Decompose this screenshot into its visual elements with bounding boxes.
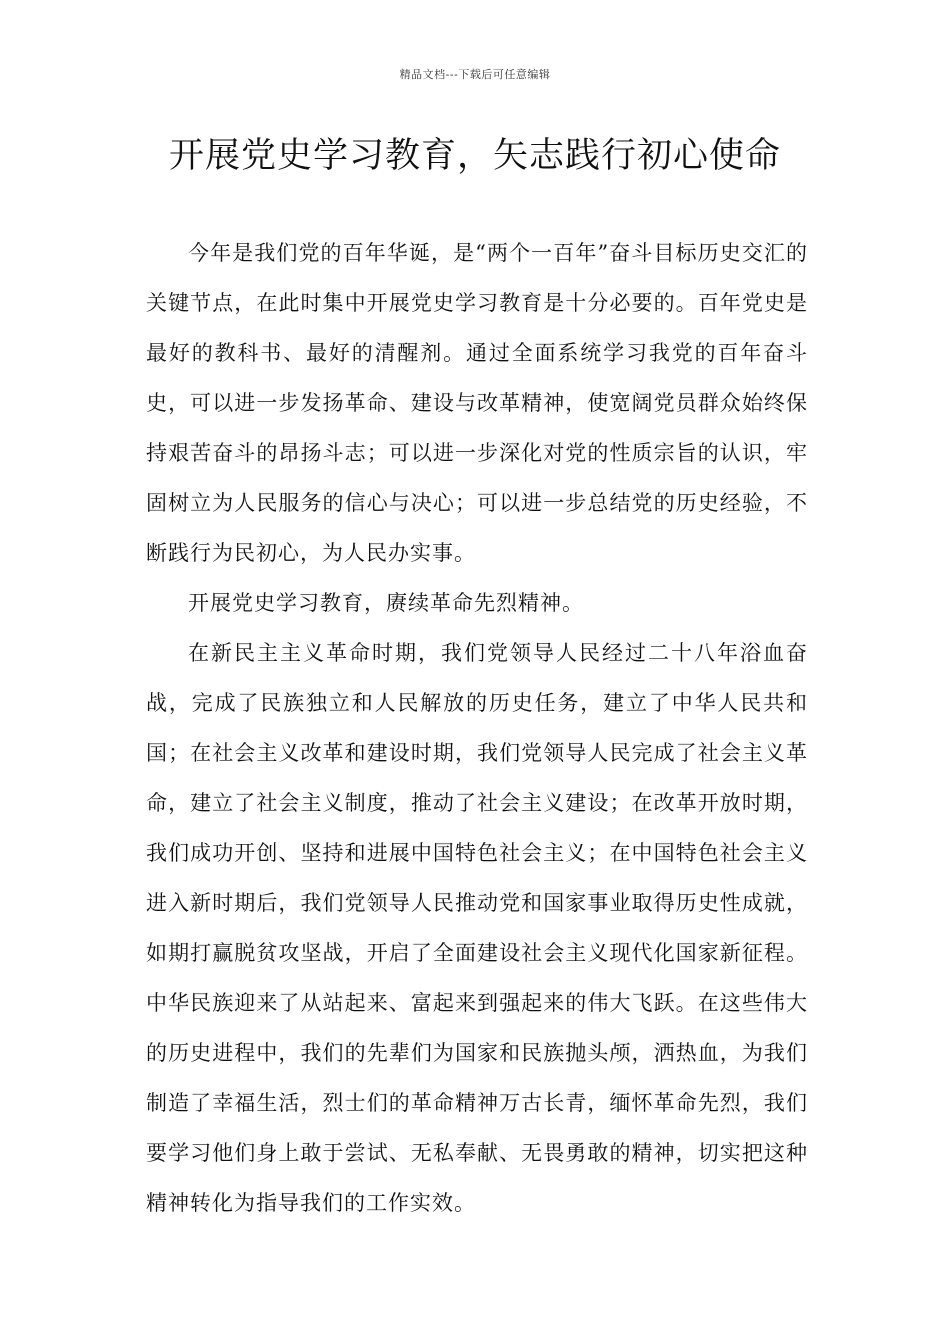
paragraph-1: 今年是我们党的百年华诞，是“两个一百年”奋斗目标历史交汇的关键节点，在此时集中开展党史学习教育是十分必要的。百年党史是最好的教科书、最好的清醒剂。通过全面系统学习我党的百年奋斗史，可以进一步发扬革命、建设与改革精神，使宽阔党员群众始终保持艰苦奋斗的昂扬斗志；可以进一步深化对党的性质宗旨的认识，牢固树立为人民服务的信心与决心；可以进一步总结党的历史经验，不断践行为民初心，为人民办实事。	[146, 241, 808, 565]
paragraph-3: 在新民主主义革命时期，我们党领导人民经过二十八年浴血奋战，完成了民族独立和人民解放的历史任务，建立了中华人民共和国；在社会主义改革和建设时期，我们党领导人民完成了社会主义革命，建立了社会主义制度，推动了社会主义建设；在改革开放时期，我们成功开创、坚持和进展中国特色社会主义；在中国特色社会主义进入新时期后，我们党领导人民推动党和国家事业取得历史性成就，如期打赢脱贫攻坚战，开启了全面建设社会主义现代化国家新征程。中华民族迎来了从站起来、富起来到强起来的伟大飞跃。在这些伟大的历史进程中，我们的先辈们为国家和民族抛头颅，洒热血，为我们制造了幸福生活，烈士们的革命精神万古长青，缅怀革命先烈，我们要学习他们身上敢于尝试、无私奉献、无畏勇敢的精神，切实把这种精神转化为指导我们的工作实效。	[146, 641, 808, 1215]
header-note: 精品文档---下载后可任意编辑	[399, 68, 551, 81]
document-body	[146, 228, 808, 1228]
paragraph-2: 开展党史学习教育，赓续革命先烈精神。	[188, 591, 584, 615]
document-title: 开展党史学习教育，矢志践行初心使命	[168, 136, 781, 176]
